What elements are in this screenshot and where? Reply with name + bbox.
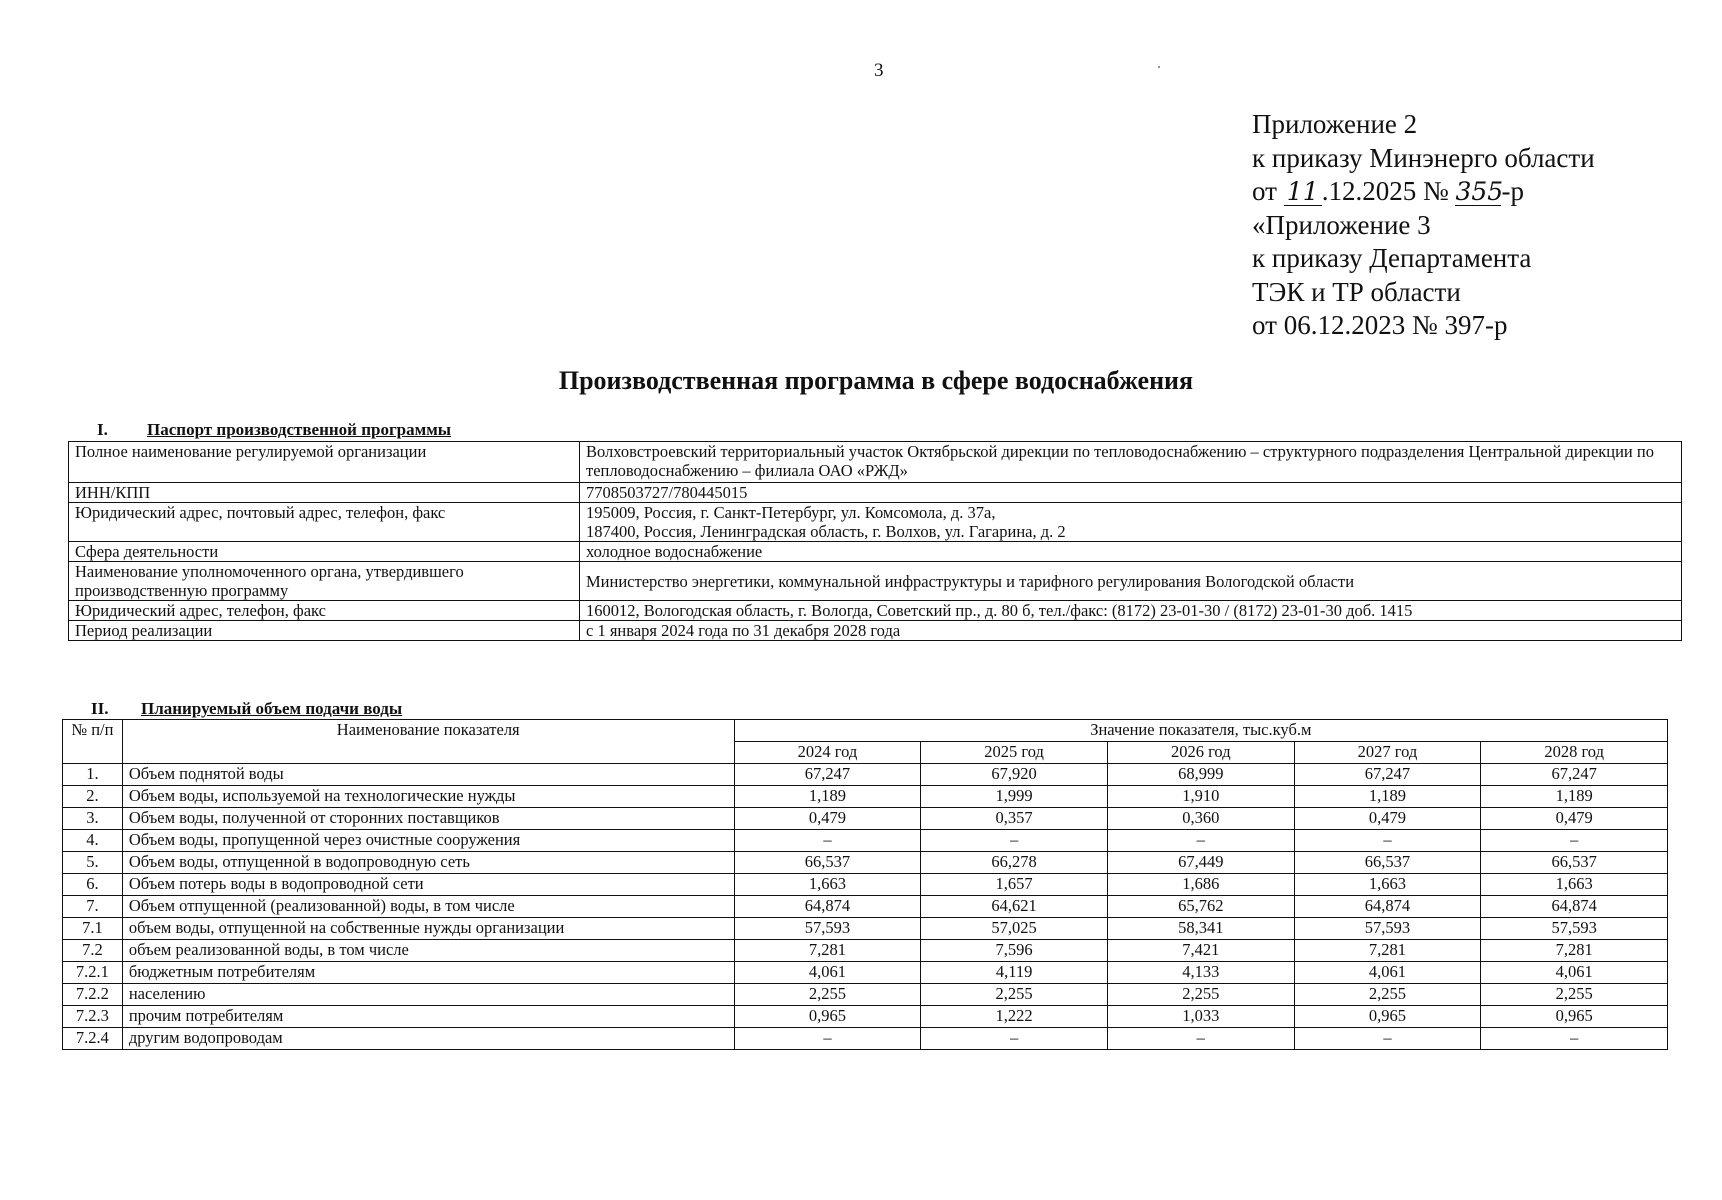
appendix-line-6: ТЭК и ТР области (1252, 276, 1461, 307)
indicator-name: Объем поднятой воды (122, 764, 734, 786)
value-cell: 66,537 (734, 852, 921, 874)
passport-value: 7708503727/780445015 (580, 483, 1682, 503)
row-number: 1. (63, 764, 123, 786)
passport-value: Министерство энергетики, коммунальной инфраструктуры и тарифного регулирования Вологодской области (580, 562, 1682, 601)
table-row (63, 918, 1668, 940)
water-supply-table (62, 719, 1668, 1050)
passport-value: холодное водоснабжение (580, 542, 1682, 562)
value-cell: 1,189 (1481, 786, 1668, 808)
value-cell: 4,061 (1481, 962, 1668, 984)
value-cell: 1,189 (1294, 786, 1481, 808)
table-row (63, 962, 1668, 984)
table-row (63, 830, 1668, 852)
value-cell: 0,357 (921, 808, 1108, 830)
value-cell: 57,025 (921, 918, 1108, 940)
value-cell: 67,247 (734, 764, 921, 786)
passport-key: Полное наименование регулируемой организации (69, 442, 580, 483)
table-row (63, 1006, 1668, 1028)
value-cell: 2,255 (1294, 984, 1481, 1006)
indicator-name: Объем воды, используемой на технологические нужды (122, 786, 734, 808)
value-cell: 67,247 (1294, 764, 1481, 786)
value-cell: 0,479 (1294, 808, 1481, 830)
value-cell: – (1481, 830, 1668, 852)
section-1-heading (97, 420, 451, 440)
value-cell: 4,061 (734, 962, 921, 984)
value-cell: – (921, 830, 1108, 852)
indicator-name: объем реализованной воды, в том числе (122, 940, 734, 962)
passport-row (69, 542, 1682, 562)
value-cell: 7,281 (734, 940, 921, 962)
appendix-date-rest: .12.2025 № (1321, 176, 1449, 206)
value-cell: 7,281 (1481, 940, 1668, 962)
passport-row (69, 442, 1682, 483)
year-header: 2028 год (1481, 742, 1668, 764)
value-cell: 4,061 (1294, 962, 1481, 984)
value-cell: 67,247 (1481, 764, 1668, 786)
section-2-title: Планируемый объем подачи воды (141, 699, 403, 718)
passport-value: Волховстроевский территориальный участок Октябрьской дирекции по тепловодоснабжению – структурного подразделения Центральной дирекции по тепловодоснабжению – филиала ОАО «РЖД» (580, 442, 1682, 483)
section-1-number: I. (97, 420, 108, 439)
document-title: Производственная программа в сфере водоснабжения (558, 366, 1194, 395)
value-cell: – (1294, 830, 1481, 852)
value-cell: 1,663 (1481, 874, 1668, 896)
year-header: 2025 год (921, 742, 1108, 764)
value-cell: 64,874 (734, 896, 921, 918)
year-header: 2024 год (734, 742, 921, 764)
passport-value: 160012, Вологодская область, г. Вологда, Советский пр., д. 80 б, тел./факс: (8172) 23-01-30 / (8172) 23-01-30 доб. 1415 (580, 601, 1682, 621)
table-row (63, 786, 1668, 808)
passport-key: Период реализации (69, 621, 580, 641)
value-cell: 1,222 (921, 1006, 1108, 1028)
row-number: 7. (63, 896, 123, 918)
value-cell: 1,910 (1107, 786, 1294, 808)
value-cell: 0,360 (1107, 808, 1294, 830)
value-cell: 67,920 (921, 764, 1108, 786)
appendix-date-prefix: от (1252, 176, 1277, 206)
value-cell: – (1107, 1028, 1294, 1050)
appendix-block (1252, 108, 1595, 343)
passport-address-line-2: 187400, Россия, Ленинградская область, г. Волхов, ул. Гагарина, д. 2 (586, 522, 1066, 541)
indicator-name: Объем воды, пропущенной через очистные сооружения (122, 830, 734, 852)
row-number: 7.2.3 (63, 1006, 123, 1028)
passport-row (69, 621, 1682, 641)
value-cell: 57,593 (1294, 918, 1481, 940)
value-cell: 0,965 (734, 1006, 921, 1028)
value-cell: 2,255 (921, 984, 1108, 1006)
value-cell: 65,762 (1107, 896, 1294, 918)
indicator-name: бюджетным потребителям (122, 962, 734, 984)
value-cell: 64,874 (1294, 896, 1481, 918)
passport-row (69, 483, 1682, 503)
value-cell: 0,479 (734, 808, 921, 830)
value-cell: 64,621 (921, 896, 1108, 918)
value-cell: – (734, 1028, 921, 1050)
appendix-line-3 (1252, 175, 1595, 209)
value-cell: 66,278 (921, 852, 1108, 874)
indicator-name: Объем воды, отпущенной в водопроводную сеть (122, 852, 734, 874)
value-cell: 58,341 (1107, 918, 1294, 940)
passport-address-line-1: 195009, Россия, г. Санкт-Петербург, ул. Комсомола, д. 37а, (586, 503, 996, 522)
value-cell: 0,965 (1294, 1006, 1481, 1028)
table-row (63, 896, 1668, 918)
value-cell: 0,965 (1481, 1006, 1668, 1028)
page-number: 3 (874, 60, 884, 81)
row-number: 7.2 (63, 940, 123, 962)
handwritten-number: 355 (1455, 177, 1504, 206)
value-cell: 2,255 (1481, 984, 1668, 1006)
indicator-name: населению (122, 984, 734, 1006)
value-cell: 4,119 (921, 962, 1108, 984)
appendix-line-1: Приложение 2 (1252, 109, 1418, 139)
row-number: 7.2.1 (63, 962, 123, 984)
value-cell: – (921, 1028, 1108, 1050)
value-cell: 1,663 (734, 874, 921, 896)
row-number: 7.1 (63, 918, 123, 940)
indicator-name: Объем отпущенной (реализованной) воды, в том числе (122, 896, 734, 918)
value-cell: – (1107, 830, 1294, 852)
appendix-line-4: «Приложение 3 (1252, 209, 1431, 240)
passport-key: Сфера деятельности (69, 542, 580, 562)
passport-row (69, 562, 1682, 601)
header-row (63, 720, 1668, 742)
handwritten-day: 11 (1284, 179, 1322, 206)
value-cell: – (1294, 1028, 1481, 1050)
appendix-line-2: к приказу Минэнерго области (1252, 142, 1595, 173)
table-row (63, 764, 1668, 786)
value-cell: 1,686 (1107, 874, 1294, 896)
value-cell: 1,189 (734, 786, 921, 808)
section-2-heading (91, 699, 402, 719)
table-row (63, 1028, 1668, 1050)
column-header-name: Наименование показателя (122, 720, 734, 764)
section-1-title: Паспорт производственной программы (147, 420, 452, 439)
value-cell: 7,421 (1107, 940, 1294, 962)
indicator-name: объем воды, отпущенной на собственные нужды организации (122, 918, 734, 940)
table-row (63, 808, 1668, 830)
value-cell: 1,033 (1107, 1006, 1294, 1028)
value-cell: 1,663 (1294, 874, 1481, 896)
value-cell: 64,874 (1481, 896, 1668, 918)
passport-key: Юридический адрес, телефон, факс (69, 601, 580, 621)
value-cell: 2,255 (734, 984, 921, 1006)
appendix-line-5: к приказу Департамента (1252, 243, 1532, 273)
column-header-number: № п/п (63, 720, 123, 764)
value-cell: 4,133 (1107, 962, 1294, 984)
year-header: 2027 год (1294, 742, 1481, 764)
row-number: 3. (63, 808, 123, 830)
row-number: 7.2.4 (63, 1028, 123, 1050)
value-cell: 68,999 (1107, 764, 1294, 786)
column-header-value-group: Значение показателя, тыс.куб.м (734, 720, 1667, 742)
row-number: 5. (63, 852, 123, 874)
scan-speck (1158, 66, 1160, 68)
passport-value: с 1 января 2024 года по 31 декабря 2028 года (580, 621, 1682, 641)
passport-key: Юридический адрес, почтовый адрес, телефон, факс (69, 503, 580, 542)
indicator-name: Объем потерь воды в водопроводной сети (122, 874, 734, 896)
section-2-number: II. (91, 699, 109, 718)
year-header: 2026 год (1107, 742, 1294, 764)
table-row (63, 852, 1668, 874)
passport-key: ИНН/КПП (69, 483, 580, 503)
table-row (63, 874, 1668, 896)
table-row (63, 940, 1668, 962)
value-cell: 66,537 (1481, 852, 1668, 874)
passport-table (68, 441, 1682, 641)
row-number: 7.2.2 (63, 984, 123, 1006)
indicator-name: другим водопроводам (122, 1028, 734, 1050)
value-cell: 7,596 (921, 940, 1108, 962)
passport-row (69, 601, 1682, 621)
value-cell: 2,255 (1107, 984, 1294, 1006)
passport-value (580, 503, 1682, 542)
value-cell: 1,657 (921, 874, 1108, 896)
value-cell: 7,281 (1294, 940, 1481, 962)
row-number: 2. (63, 786, 123, 808)
value-cell: 57,593 (734, 918, 921, 940)
value-cell: – (734, 830, 921, 852)
appendix-line-7: от 06.12.2023 № 397-р (1252, 310, 1508, 340)
row-number: 4. (63, 830, 123, 852)
appendix-number-suffix: -р (1501, 176, 1524, 206)
value-cell: 66,537 (1294, 852, 1481, 874)
row-number: 6. (63, 874, 123, 896)
value-cell: 57,593 (1481, 918, 1668, 940)
passport-key: Наименование уполномоченного органа, утвердившего производственную программу (69, 562, 580, 601)
indicator-name: прочим потребителям (122, 1006, 734, 1028)
value-cell: 67,449 (1107, 852, 1294, 874)
indicator-name: Объем воды, полученной от сторонних поставщиков (122, 808, 734, 830)
value-cell: 0,479 (1481, 808, 1668, 830)
value-cell: 1,999 (921, 786, 1108, 808)
table-row (63, 984, 1668, 1006)
value-cell: – (1481, 1028, 1668, 1050)
passport-row (69, 503, 1682, 542)
